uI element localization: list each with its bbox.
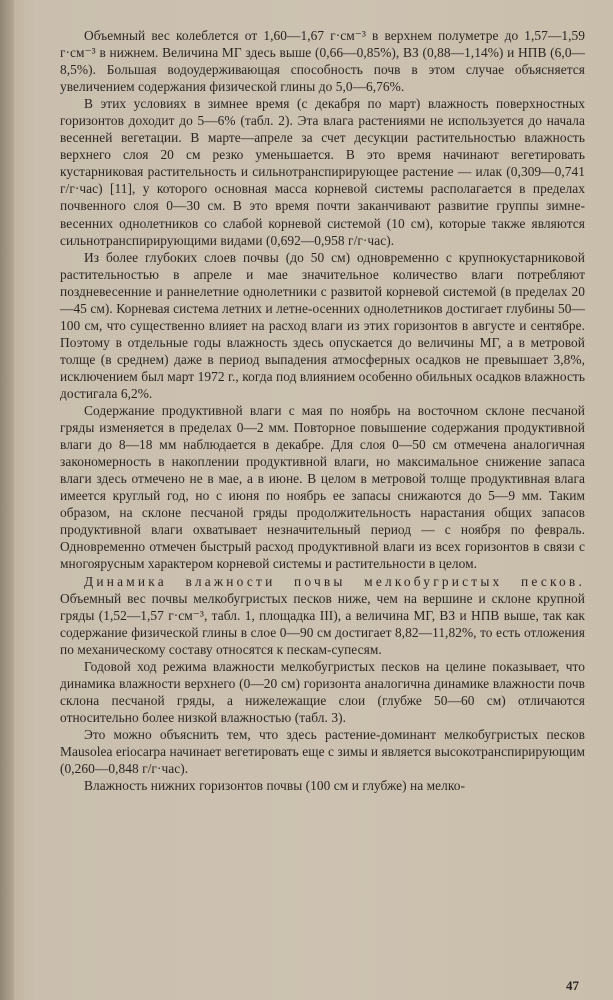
paragraph: В этих условиях в зимнее время (с декабря по март) влажность поверхностных горизонтов доходит до 5—6% (табл. 2). Эта влага растениями не используется до начала весенней вегетации. В марте—апреле за счет десукции растительностью влажность верхнего слоя 20 см резко уменьшается. В это время начинают вегетировать кустарниковая растительность и сильнотранспирирующее растение — илак (0,309—0,741 г/г·час) [11], у которого основная масса корневой системы располагается в пределах почвенного слоя 0—30 см. В это время почти заканчивают развитие группы зимне-весенних однолетников со слабой корневой системой (10 см), которые также являются сильнотранспирирующими видами (0,692—0,958 г/г·час). xyxy=(60,96,585,248)
paragraph: Из более глубоких слоев почвы (до 50 см) одновременно с крупнокустарниковой растительностью в апреле и мае значительное количество влаги потребляют поздневесенние и раннелетние однолетники с развитой корневой системой (в пределах 20—45 см). Корневая система летних и летне-осенних однолетников достигает глубины 50—100 см, что существенно влияет на расход влаги из этих горизонтов в августе и сентябре. Поэтому в отдельные годы влажность здесь опускается до величины МГ, а в метровой толще (в среднем) даже в период выпадения атмосферных осадков не превышает 3,8%, исключением был март 1972 г., когда под влиянием особенно обильных осадков влажность достигала 6,2%. xyxy=(60,249,585,401)
section-paragraph xyxy=(60,573,585,658)
paragraph: Годовой ход режима влажности мелкобугристых песков на целине показывает, что динамика влажности верхнего (0—20 см) горизонта аналогична динамике влажности почв склона песчаной гряды, а нижележащие слои (глубже 50—60 см) отличаются относительно более низкой влажностью (табл. 3). xyxy=(60,658,585,725)
text-body xyxy=(60,27,585,794)
paragraph: Содержание продуктивной влаги с мая по ноябрь на восточном склоне песчаной гряды изменяется в пределах 0—2 мм. Повторное повышение содержания продуктивной влаги до 8—18 мм наблюдается в декабре. Для слоя 0—50 см отмечена аналогичная закономерность в накоплении продуктивной влаги, но максимальное снижение запаса влаги здесь отмечено не в мае, а в июне. В целом в метровой толще продуктивная влага имеется круглый год, но с июня по ноябрь ее запасы снижаются до 5—9 мм. Таким образом, на склоне песчаной гряды продолжительность нарастания общих запасов продуктивной влаги охватывает незначительный период — с ноября по февраль. Одновременно отмечен быстрый расход продуктивной влаги из всех горизонтов в связи с многоярусным характером корневой системы и растительности в целом. xyxy=(60,403,585,572)
paragraph: Это можно объяснить тем, что здесь растение-доминант мелкобугристых песков Mausolea eriocarpa начинает вегетировать еще с зимы и является высокотранспирирующим (0,260—0,848 г/г·час). xyxy=(60,726,585,777)
section-heading: Динамика влажности почвы мелкобугристых песков. xyxy=(84,573,585,589)
paragraph: Объемный вес колеблется от 1,60—1,67 г·см⁻³ в верхнем полуметре до 1,57—1,59 г·см⁻³ в нижнем. Величина МГ здесь выше (0,66—0,85%), ВЗ (0,88—1,14%) и НПВ (6,0—8,5%). Большая водоудерживающая способность почв в этом случае объясняется увеличением содержания физической глины до 5,0—6,76%. xyxy=(60,28,585,95)
binding-gutter xyxy=(0,0,14,1000)
section-text: Объемный вес почвы мелкобугристых песков ниже, чем на вершине и склоне крупной гряды (1,52—1,57 г·см⁻³, табл. 1, площадка III), а величина МГ, ВЗ и НПВ выше, так как содержание физической глины в слое 0—90 см достигает 8,82—11,82%, то есть отложения по механическому составу относятся к пескам-супесям. xyxy=(60,590,585,657)
paragraph: Влажность нижних горизонтов почвы (100 см и глубже) на мелко- xyxy=(84,778,466,794)
page-number: 47 xyxy=(566,978,579,993)
